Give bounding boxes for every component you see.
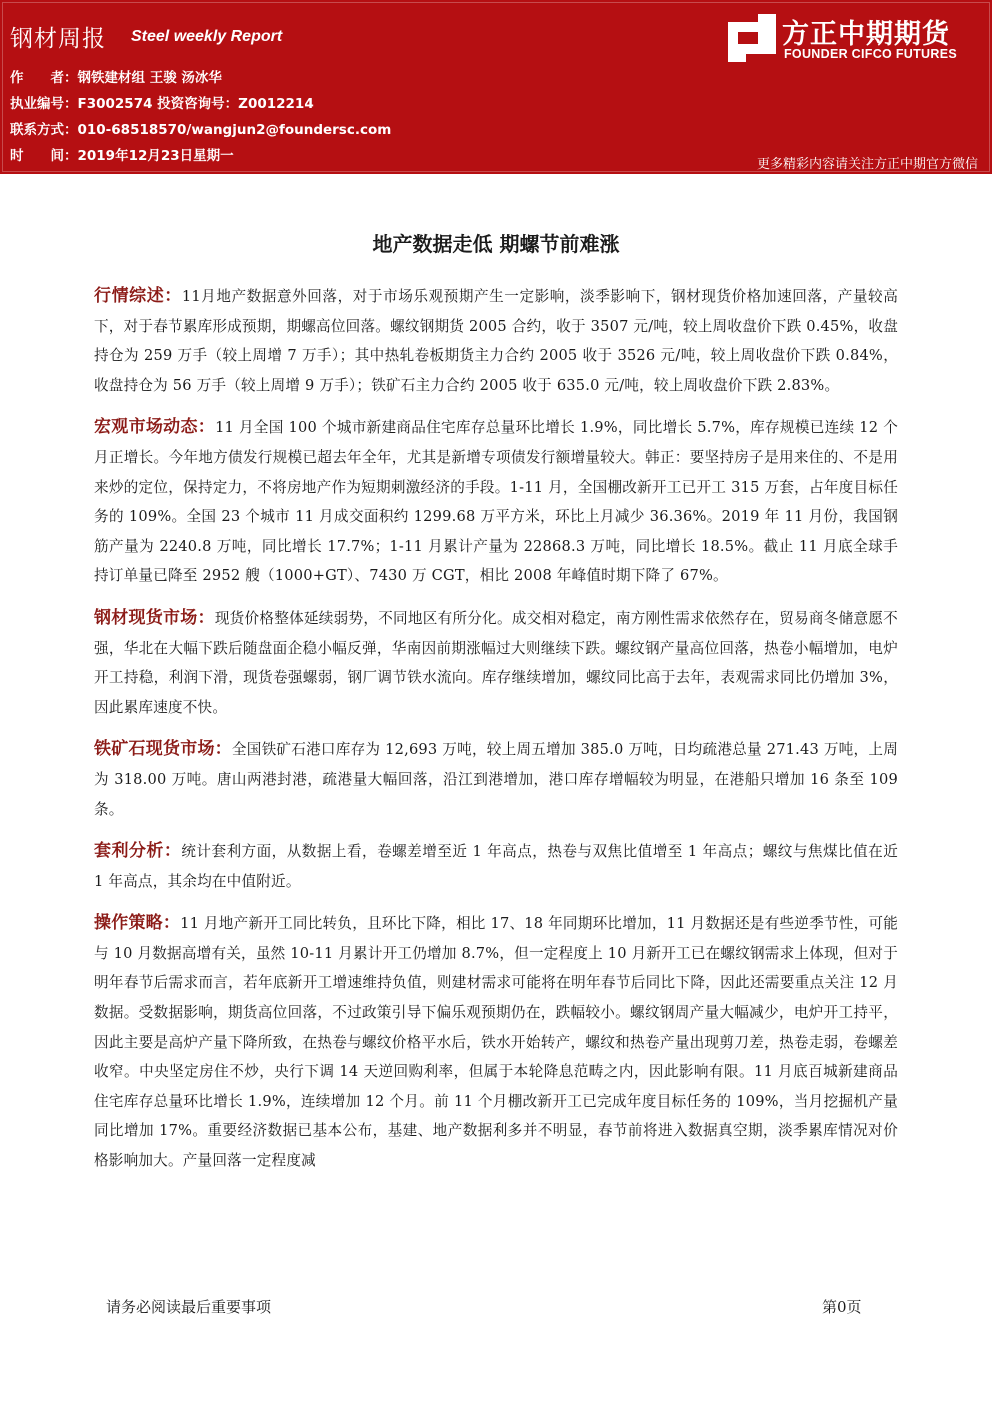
strategy-paragraph: [94, 909, 898, 1175]
contact-label: 联系方式：: [10, 122, 78, 138]
macro-paragraph: [94, 413, 898, 591]
license-row: [10, 92, 314, 112]
section-text: 11月地产数据意外回落，对于市场乐观预期产生一定影响，淡季影响下，钢材现货价格加速回落，产量较高下，对于春节累库形成预期，期螺高位回落。螺纹钢期货 2005 合约，收于 3507 元/吨，较上周收盘价下跌 0.45%，收盘持仓为 259 万手（较上周增 7 万手）；其中热轧卷板期货主力合约 2005 收于 3526 元/吨，较上周收盘价下跌 0.84%，收盘持仓为 56 万手（较上周增 9 万手）；铁矿石主力合约 2005 收于 635.0 元/吨，较上周收盘价下跌 2.83%。: [94, 288, 899, 394]
company-logo: [728, 12, 978, 68]
logo-english-name: FOUNDER CIFCO FUTURES: [784, 47, 957, 61]
market-overview-paragraph: [94, 282, 898, 400]
iron-ore-paragraph: [94, 735, 898, 824]
license-label: 执业编号：: [10, 96, 78, 112]
section-text: 统计套利方面，从数据上看，卷螺差增至近 1 年高点，热卷与双焦比值增至 1 年高点；螺纹与焦煤比值在近 1 年高点，其余均在中值附近。: [94, 843, 898, 890]
contact-value[interactable]: 010-68518570/wangjun2@foundersc.com: [77, 122, 392, 138]
author-label: 作 者：: [10, 70, 78, 86]
report-body: [94, 282, 898, 1189]
wechat-note: 更多精彩内容请关注方正中期官方微信: [756, 157, 978, 172]
section-text: 11 月全国 100 个城市新建商品住宅库存总量环比增长 1.9%，同比增长 5.7%，库存规模已连续 12 个月正增长。今年地方债发行规模已超去年全年，尤其是新增专项债发行额增量较大。韩正：要坚持房子是用来住的、不是用来炒的定位，保持定力，不将房地产作为短期刺激经济的手段。1-11 月，全国棚改新开工已开工 315 万套，占年度目标任务的 109%。全国 23 个城市 11 月成交面积约 1299.68 万平方米，环比上月减少 36.36%。2019 年 11 月份，我国钢筋产量为 2240.8 万吨，同比增长 17.7%；1-11 月累计产量为 22868.3 万吨，同比增长 18.5%。截止 11 月底全球手持订单量已降至 2952 艘（1000+GT）、7430 万 CGT，相比 2008 年峰值时期下降了 67%。: [94, 419, 898, 585]
section-text: 全国铁矿石港口库存为 12,693 万吨，较上周五增加 385.0 万吨，日均疏港总量 271.43 万吨，上周为 318.00 万吨。唐山两港封港，疏港量大幅回落，沿江到港增加，港口库存增幅较为明显，在港船只增加 16 条至 109 条。: [94, 741, 898, 818]
section-heading: 行情综述：: [94, 286, 182, 306]
license-value: F3002574 投资咨询号：Z0012214: [77, 96, 314, 112]
date-label: 时 间：: [10, 148, 78, 164]
document-title: 地产数据走低 期螺节前难涨: [372, 232, 620, 256]
page-number: 第0页: [822, 1298, 862, 1316]
contact-row: [10, 118, 391, 138]
report-subtitle: Steel weekly Report: [131, 28, 283, 45]
steel-spot-paragraph: [94, 604, 898, 722]
founder-logo-icon: [728, 14, 776, 62]
section-heading: 铁矿石现货市场：: [94, 739, 232, 760]
report-title: 钢材周报: [10, 26, 106, 52]
author-value: 钢铁建材组 王骏 汤冰华: [77, 70, 222, 86]
section-heading: 宏观市场动态：: [94, 417, 216, 438]
arbitrage-paragraph: [94, 837, 898, 896]
section-heading: 套利分析：: [94, 841, 182, 862]
date-value: 2019年12月23日星期一: [77, 148, 234, 164]
report-header: [0, 0, 992, 174]
section-text: 11 月地产新开工同比转负，且环比下降，相比 17、18 年同期环比增加，11 月数据还是有些逆季节性，可能与 10 月数据高增有关，虽然 10-11 月累计开工仍增加 8.7%，但一定程度上 10 月新开工已在螺纹钢需求上体现，但对于明年春节后需求而言，若年底新开工增速维持负值，则建材需求可能将在明年春节后同比下降，因此还需要重点关注 12 月数据。受数据影响，期货高位回落，不过政策引导下偏乐观预期仍在，跌幅较小。螺纹钢周产量大幅减少，电炉开工持平，因此主要是高炉产量下降所致，在热卷与螺纹价格平水后，铁水开始转产，螺纹和热卷产量出现剪刀差，热卷走弱，卷螺差收窄。中央坚定房住不炒，央行下调 14 天逆回购利率，但属于本轮降息范畴之内，因此影响有限。11 月底百城新建商品住宅库存总量环比增长 1.9%，连续增加 12 个月。前 11 个月棚改新开工已完成年度目标任务的 109%，当月挖掘机产量同比增加 17%。重要经济数据已基本公布，基建、地产数据利多并不明显，春节前将进入数据真空期，淡季累库情况对价格影响加大。产量回落一定程度减: [94, 915, 898, 1170]
section-heading: 操作策略：: [94, 913, 181, 934]
author-row: [10, 66, 222, 86]
footer-notice: 请务必阅读最后重要事项: [106, 1298, 272, 1316]
logo-chinese-name: 方正中期期货: [782, 19, 950, 50]
section-heading: 钢材现货市场：: [94, 607, 215, 628]
section-text: 现货价格整体延续弱势，不同地区有所分化。成交相对稳定，南方刚性需求依然存在，贸易商冬储意愿不强，华北在大幅下跌后随盘面企稳小幅反弹，华南因前期涨幅过大则继续下跌。螺纹钢产量高位回落，热卷小幅增加，电炉开工持稳，利润下滑，现货卷强螺弱，钢厂调节铁水流向。库存继续增加，螺纹同比高于去年，表观需求同比仍增加 3%，因此累库速度不快。: [94, 609, 898, 716]
date-row: [10, 144, 234, 164]
